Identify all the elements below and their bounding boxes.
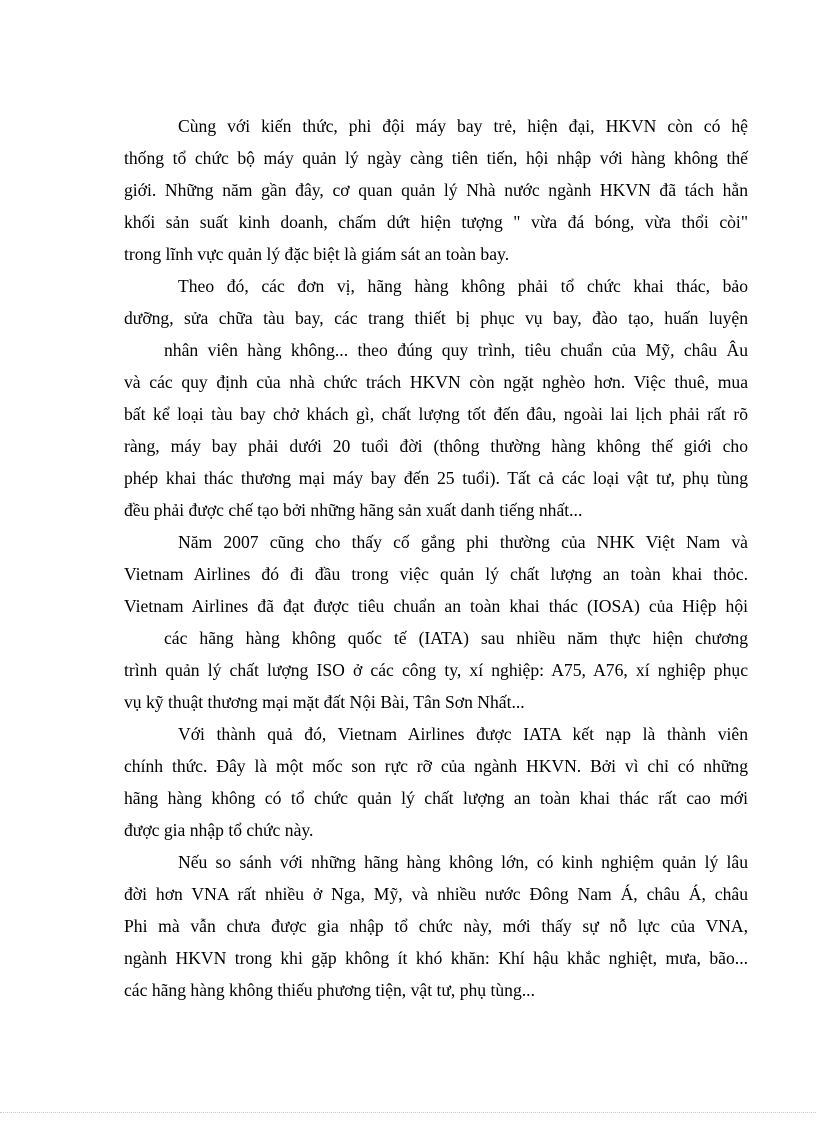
paragraph-2-line-7: phép khai thác thương mại máy bay đến 25 tuổi). Tất cả các loại vật tư, phụ tùng <box>124 468 748 488</box>
paragraph-1-line-3: giới. Những năm gần đây, cơ quan quản lý Nhà nước ngành HKVN đã tách hẳn <box>124 180 748 200</box>
paragraph-4-line-2: chính thức. Đây là một mốc son rực rỡ của ngành HKVN. Bởi vì chỉ có những <box>124 756 748 776</box>
paragraph-3-line-5: trình quản lý chất lượng ISO ở các công ty, xí nghiệp: A75, A76, xí nghiệp phục <box>124 660 748 680</box>
paragraph-5-line-3: Phi mà vẫn chưa được gia nhập tổ chức này, mới thấy sự nỗ lực của VNA, <box>124 916 748 936</box>
paragraph-4-line-1: Với thành quả đó, Vietnam Airlines được IATA kết nạp là thành viên <box>178 724 748 744</box>
paragraph-4-line-4: được gia nhập tổ chức này. <box>124 820 314 840</box>
paragraph-2-line-2: dưỡng, sửa chữa tàu bay, các trang thiết bị phục vụ bay, đào tạo, huấn luyện <box>124 308 748 328</box>
paragraph-1-line-1: Cùng với kiến thức, phi đội máy bay trẻ, hiện đại, HKVN còn có hệ <box>178 116 748 136</box>
paragraph-4-line-3: hãng hàng không có tổ chức quản lý chất lượng an toàn khai thác rất cao mới <box>124 788 748 808</box>
paragraph-5-line-5: các hãng hàng không thiếu phương tiện, vật tư, phụ tùng... <box>124 980 535 1000</box>
paragraph-1-line-2: thống tổ chức bộ máy quản lý ngày càng tiên tiến, hội nhập với hàng không thế <box>124 148 748 168</box>
paragraph-2-line-5: bất kể loại tàu bay chở khách gì, chất lượng tốt đến đâu, ngoài lai lịch phải rất rõ <box>124 404 748 424</box>
paragraph-3-line-3: Vietnam Airlines đã đạt được tiêu chuẩn an toàn khai thác (IOSA) của Hiệp hội <box>124 596 748 616</box>
paragraph-1-line-5: trong lĩnh vực quản lý đặc biệt là giám sát an toàn bay. <box>124 244 510 264</box>
paragraph-2-line-4: và các quy định của nhà chức trách HKVN còn ngặt nghèo hơn. Việc thuê, mua <box>124 372 748 392</box>
paragraph-2-line-3: nhân viên hàng không... theo đúng quy trình, tiêu chuẩn của Mỹ, châu Âu <box>164 340 748 360</box>
paragraph-2-line-1: Theo đó, các đơn vị, hãng hàng không phải tổ chức khai thác, bảo <box>178 276 748 296</box>
paragraph-3-line-6: vụ kỹ thuật thương mại mặt đất Nội Bài, Tân Sơn Nhất... <box>124 692 525 712</box>
paragraph-1-line-4: khối sản suất kinh doanh, chấm dứt hiện tượng " vừa đá bóng, vừa thổi còi" <box>124 212 748 232</box>
paragraph-3-line-2: Vietnam Airlines đó đi đầu trong việc quản lý chất lượng an toàn khai thỏc. <box>124 564 748 584</box>
body-text <box>124 110 748 1006</box>
paragraph-2-line-8: đều phải được chế tạo bởi những hãng sản xuất danh tiếng nhất... <box>124 500 583 520</box>
paragraph-3-line-4: các hãng hàng không quốc tế (IATA) sau nhiều năm thực hiện chương <box>164 628 748 648</box>
paragraph-5-line-4: ngành HKVN trong khi gặp không ít khó khăn: Khí hậu khắc nghiệt, mưa, bão... <box>124 948 748 968</box>
paragraph-3-line-1: Năm 2007 cũng cho thấy cố gắng phi thường của NHK Việt Nam và <box>178 532 748 552</box>
paragraph-2-line-6: ràng, máy bay phải dưới 20 tuổi đời (thông thường hàng không thế giới cho <box>124 436 748 456</box>
paragraph-5-line-2: đời hơn VNA rất nhiều ở Nga, Mỹ, và nhiều nước Đông Nam Á, châu Á, châu <box>124 884 748 904</box>
paragraph-5-line-1: Nếu so sánh với những hãng hàng không lớn, có kinh nghiệm quản lý lâu <box>178 852 748 872</box>
page-bottom-rule <box>0 1112 816 1113</box>
